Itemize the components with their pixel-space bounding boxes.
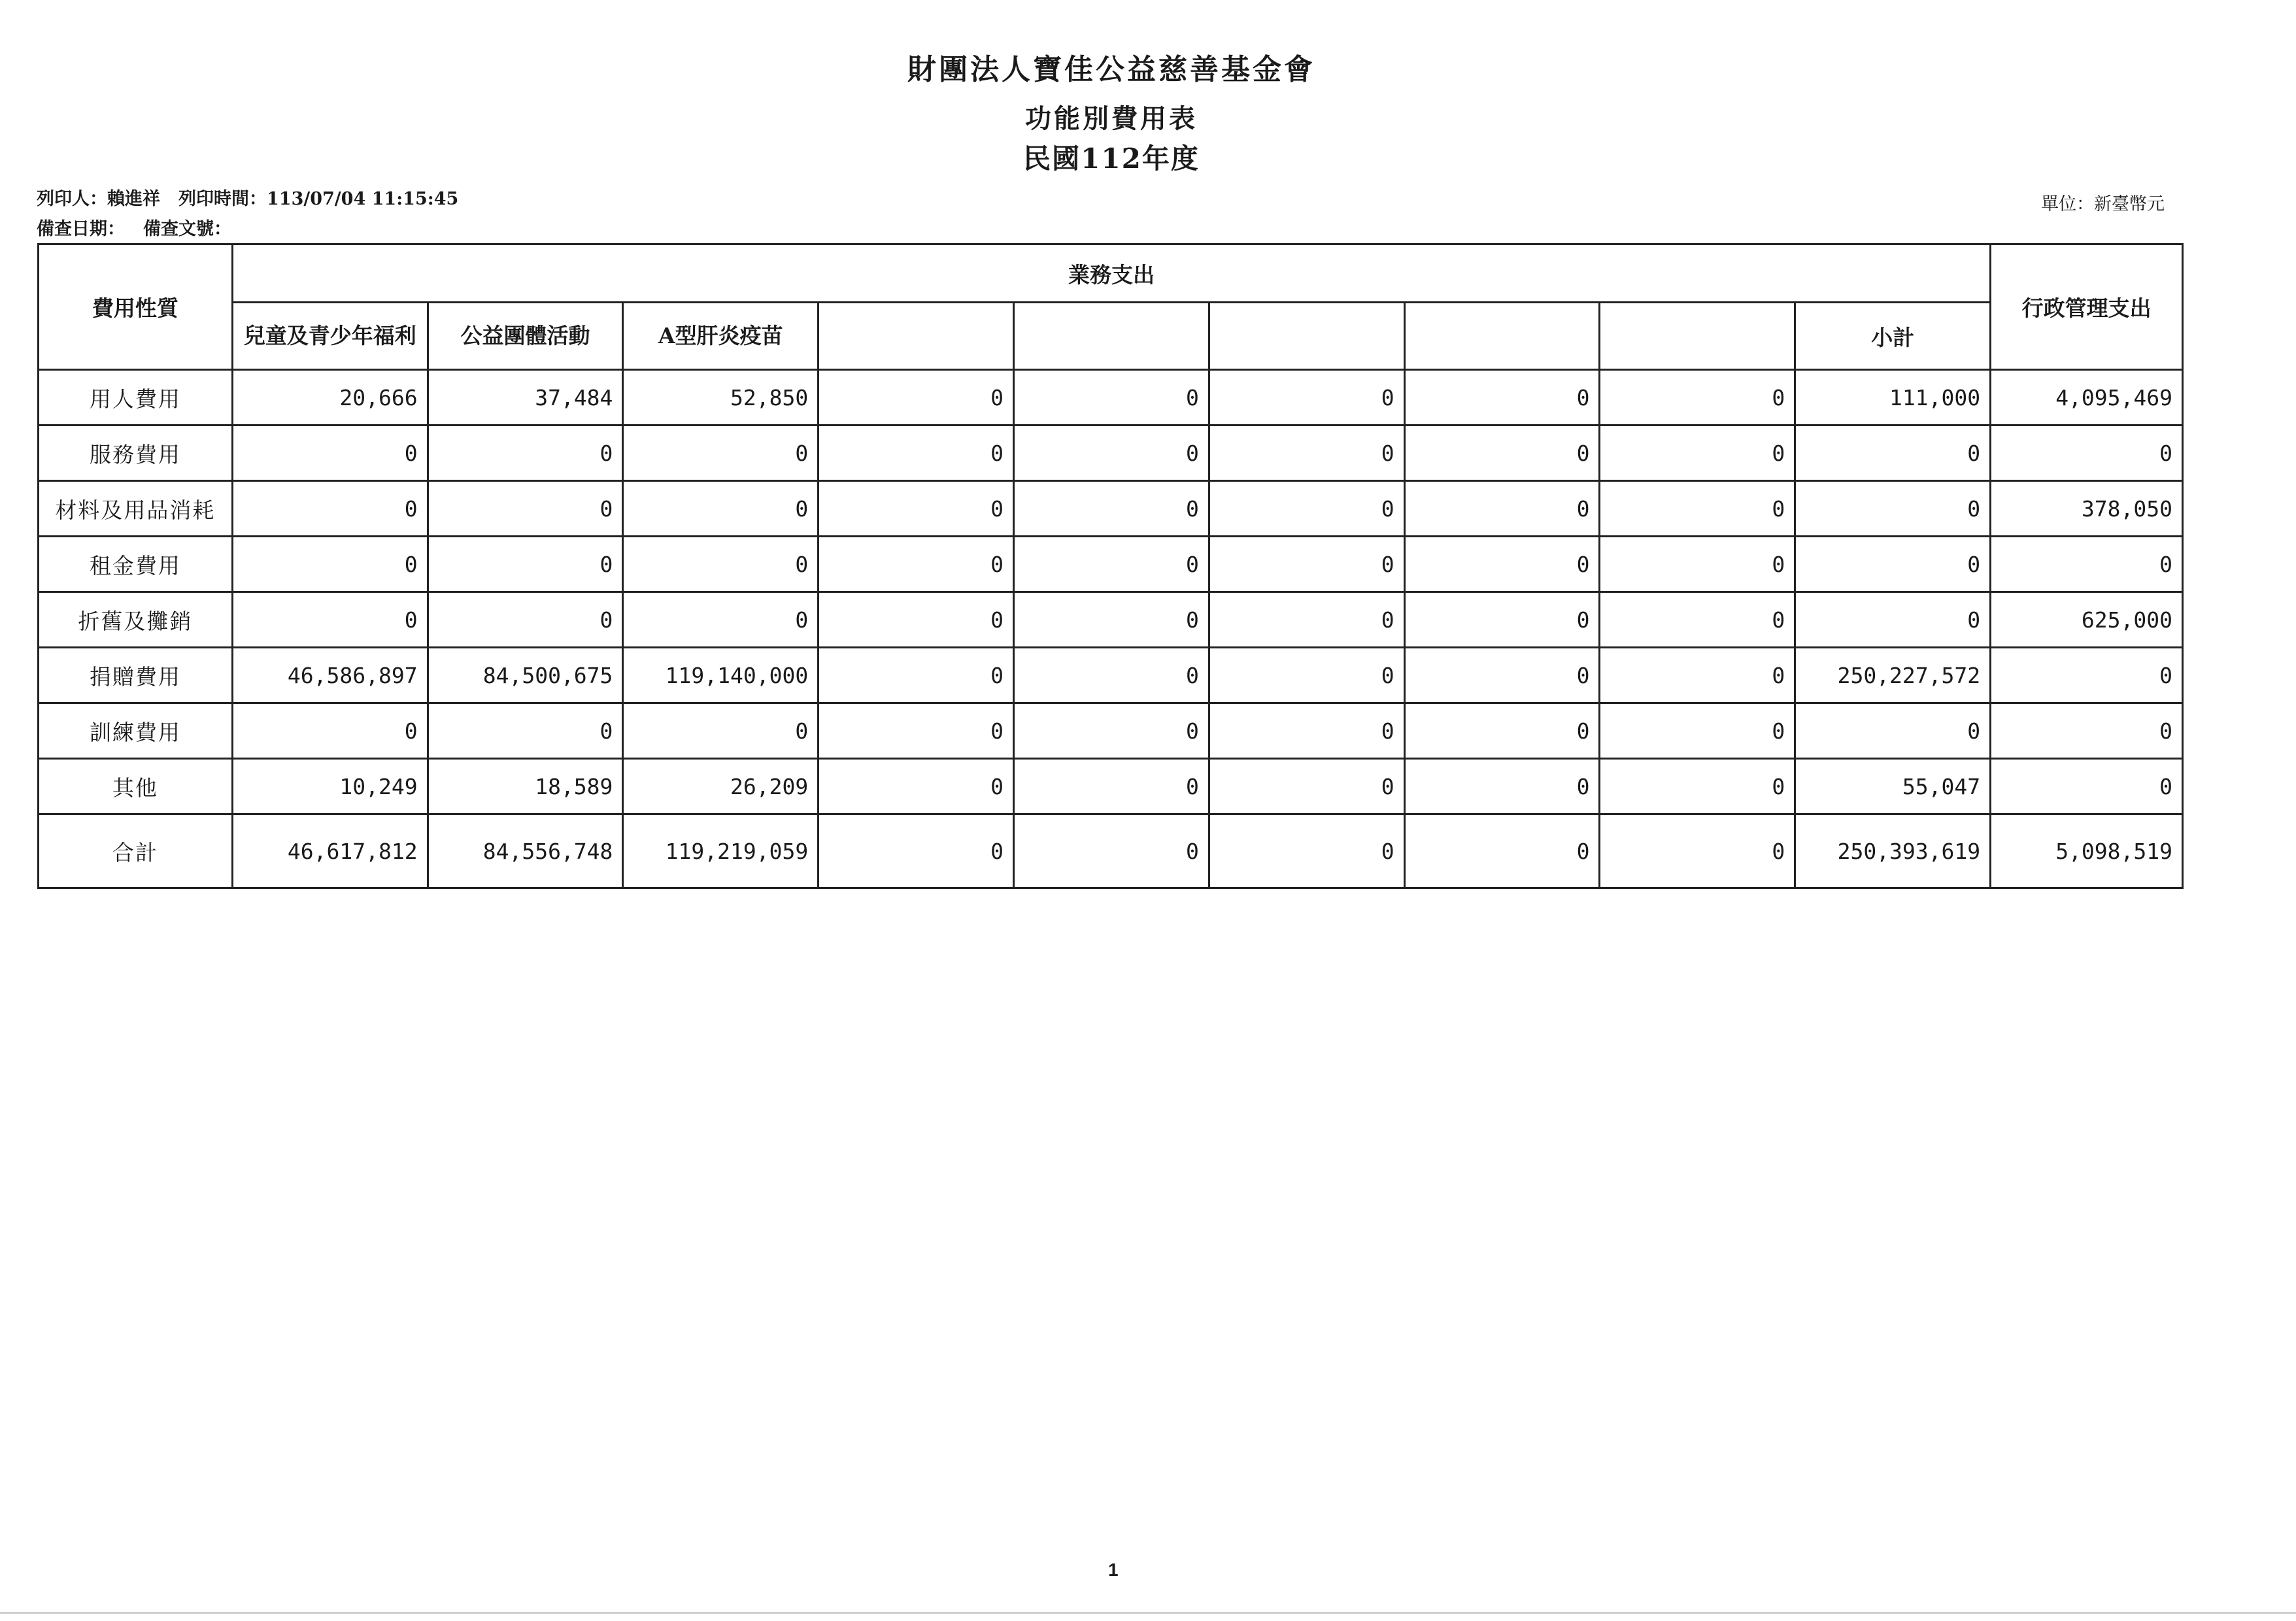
currency-unit: 單位：新臺幣元 xyxy=(2041,194,2165,214)
group-header-business-expense: 業務支出 xyxy=(232,244,1990,303)
table-cell: 46,617,812 xyxy=(232,814,428,888)
column-header-program xyxy=(1209,303,1404,370)
table-cell: 0 xyxy=(1404,814,1600,888)
table-cell: 0 xyxy=(428,537,623,592)
table-cell: 52,850 xyxy=(623,370,819,426)
table-cell: 0 xyxy=(1991,426,2183,481)
table-cell: 0 xyxy=(1014,759,1209,814)
table-cell: 0 xyxy=(1991,537,2183,592)
check-doc-label: 備查文號： xyxy=(143,219,231,239)
table-cell: 0 xyxy=(819,648,1014,703)
table-cell: 0 xyxy=(1600,703,1795,759)
table-cell: 0 xyxy=(1600,648,1795,703)
table-cell: 0 xyxy=(232,703,428,759)
table-cell: 0 xyxy=(1404,537,1600,592)
table-cell: 0 xyxy=(623,703,819,759)
table-cell: 250,227,572 xyxy=(1795,648,1991,703)
table-cell: 84,556,748 xyxy=(428,814,623,888)
printer-name: 賴進祥 xyxy=(107,189,160,209)
table-cell: 5,098,519 xyxy=(1991,814,2183,888)
table-cell: 0 xyxy=(1014,481,1209,537)
functional-expense-table xyxy=(37,243,2184,889)
table-cell: 0 xyxy=(1600,370,1795,426)
check-date-label: 備查日期： xyxy=(37,219,125,239)
table-cell: 0 xyxy=(1795,537,1991,592)
table-cell: 111,000 xyxy=(1795,370,1991,426)
table-cell: 0 xyxy=(1014,592,1209,648)
row-label: 捐贈費用 xyxy=(39,648,233,703)
row-header-expense-nature: 費用性質 xyxy=(39,244,233,370)
table-cell: 0 xyxy=(819,537,1014,592)
table-cell: 0 xyxy=(1600,592,1795,648)
table-cell: 0 xyxy=(819,426,1014,481)
table-cell: 18,589 xyxy=(428,759,623,814)
table-cell: 0 xyxy=(1014,537,1209,592)
table-cell: 119,140,000 xyxy=(623,648,819,703)
scan-edge-divider xyxy=(0,1612,2296,1614)
print-time-label: 列印時間： xyxy=(178,189,267,209)
table-cell: 0 xyxy=(819,814,1014,888)
table-cell: 0 xyxy=(1209,648,1404,703)
print-time: 113/07/04 11:15:45 xyxy=(267,189,459,209)
check-info xyxy=(37,214,231,240)
table-cell: 0 xyxy=(819,703,1014,759)
table-cell: 250,393,619 xyxy=(1795,814,1991,888)
row-label: 合計 xyxy=(39,814,233,888)
table-cell: 0 xyxy=(623,537,819,592)
table-cell: 55,047 xyxy=(1795,759,1991,814)
table-cell: 0 xyxy=(1600,481,1795,537)
table-cell: 0 xyxy=(428,426,623,481)
table-cell: 0 xyxy=(1600,537,1795,592)
row-label: 服務費用 xyxy=(39,426,233,481)
column-header-program xyxy=(1600,303,1795,370)
table-cell: 0 xyxy=(428,703,623,759)
column-header-program: 公益團體活動 xyxy=(428,303,623,370)
printer-label: 列印人： xyxy=(37,189,107,209)
column-header-program: A型肝炎疫苗 xyxy=(623,303,819,370)
table-cell: 0 xyxy=(1991,703,2183,759)
table-row xyxy=(39,481,2183,537)
table-row xyxy=(39,370,2183,426)
table-cell: 0 xyxy=(1991,648,2183,703)
page-number: 1 xyxy=(1108,1560,1119,1580)
table-cell: 0 xyxy=(1209,370,1404,426)
table-cell: 378,050 xyxy=(1991,481,2183,537)
table-cell: 0 xyxy=(819,759,1014,814)
table-cell: 0 xyxy=(1795,426,1991,481)
table-cell: 4,095,469 xyxy=(1991,370,2183,426)
table-cell: 0 xyxy=(1600,814,1795,888)
table-cell: 0 xyxy=(623,426,819,481)
table-cell: 0 xyxy=(232,592,428,648)
table-cell: 0 xyxy=(1991,759,2183,814)
table-cell: 37,484 xyxy=(428,370,623,426)
table-cell: 0 xyxy=(819,481,1014,537)
table-cell: 0 xyxy=(1209,592,1404,648)
column-header-subtotal: 小計 xyxy=(1795,303,1991,370)
table-cell: 0 xyxy=(1795,592,1991,648)
table-cell: 0 xyxy=(428,592,623,648)
table-cell: 0 xyxy=(623,481,819,537)
table-cell: 0 xyxy=(1404,592,1600,648)
table-cell: 0 xyxy=(1404,426,1600,481)
table-cell: 0 xyxy=(1014,370,1209,426)
table-cell: 20,666 xyxy=(232,370,428,426)
row-label: 訓練費用 xyxy=(39,703,233,759)
table-cell: 10,249 xyxy=(232,759,428,814)
table-row xyxy=(39,426,2183,481)
table-row xyxy=(39,592,2183,648)
table-cell: 0 xyxy=(1014,703,1209,759)
table-cell: 0 xyxy=(819,592,1014,648)
organization-name: 財團法人寶佳公益慈善基金會 xyxy=(907,53,1315,86)
table-cell: 26,209 xyxy=(623,759,819,814)
table-cell: 0 xyxy=(1209,537,1404,592)
table-cell: 0 xyxy=(1404,759,1600,814)
table-cell: 0 xyxy=(1600,426,1795,481)
table-cell: 0 xyxy=(1795,481,1991,537)
table-cell: 0 xyxy=(232,537,428,592)
column-header-program: 兒童及青少年福利 xyxy=(232,303,428,370)
table-cell: 0 xyxy=(1404,370,1600,426)
table-cell: 46,586,897 xyxy=(232,648,428,703)
row-label: 材料及用品消耗 xyxy=(39,481,233,537)
table-cell: 0 xyxy=(1209,814,1404,888)
row-label: 折舊及攤銷 xyxy=(39,592,233,648)
table-cell: 0 xyxy=(1209,759,1404,814)
table-cell: 0 xyxy=(623,592,819,648)
table-cell: 119,219,059 xyxy=(623,814,819,888)
row-label: 用人費用 xyxy=(39,370,233,426)
row-label: 其他 xyxy=(39,759,233,814)
table-cell: 0 xyxy=(1209,481,1404,537)
table-cell: 0 xyxy=(1404,648,1600,703)
column-header-program xyxy=(1404,303,1600,370)
report-year: 民國112年度 xyxy=(1023,142,1200,175)
report-title: 功能別費用表 xyxy=(1025,103,1198,134)
table-cell: 0 xyxy=(232,481,428,537)
table-cell: 0 xyxy=(1014,648,1209,703)
row-label: 租金費用 xyxy=(39,537,233,592)
table-row xyxy=(39,537,2183,592)
column-header-program xyxy=(1014,303,1209,370)
total-row xyxy=(39,814,2183,888)
table-cell: 0 xyxy=(1209,703,1404,759)
column-header-admin-expense: 行政管理支出 xyxy=(1991,244,2183,370)
table-cell: 0 xyxy=(1209,426,1404,481)
table-cell: 0 xyxy=(1014,426,1209,481)
table-cell: 84,500,675 xyxy=(428,648,623,703)
table-cell: 0 xyxy=(232,426,428,481)
table-cell: 0 xyxy=(428,481,623,537)
table-cell: 0 xyxy=(1404,481,1600,537)
table-cell: 0 xyxy=(1014,814,1209,888)
print-info xyxy=(37,184,458,210)
table-cell: 0 xyxy=(1600,759,1795,814)
table-cell: 0 xyxy=(1795,703,1991,759)
column-header-program xyxy=(819,303,1014,370)
table-cell: 0 xyxy=(819,370,1014,426)
table-cell: 625,000 xyxy=(1991,592,2183,648)
table-row xyxy=(39,648,2183,703)
table-row xyxy=(39,703,2183,759)
table-cell: 0 xyxy=(1404,703,1600,759)
table-row xyxy=(39,759,2183,814)
